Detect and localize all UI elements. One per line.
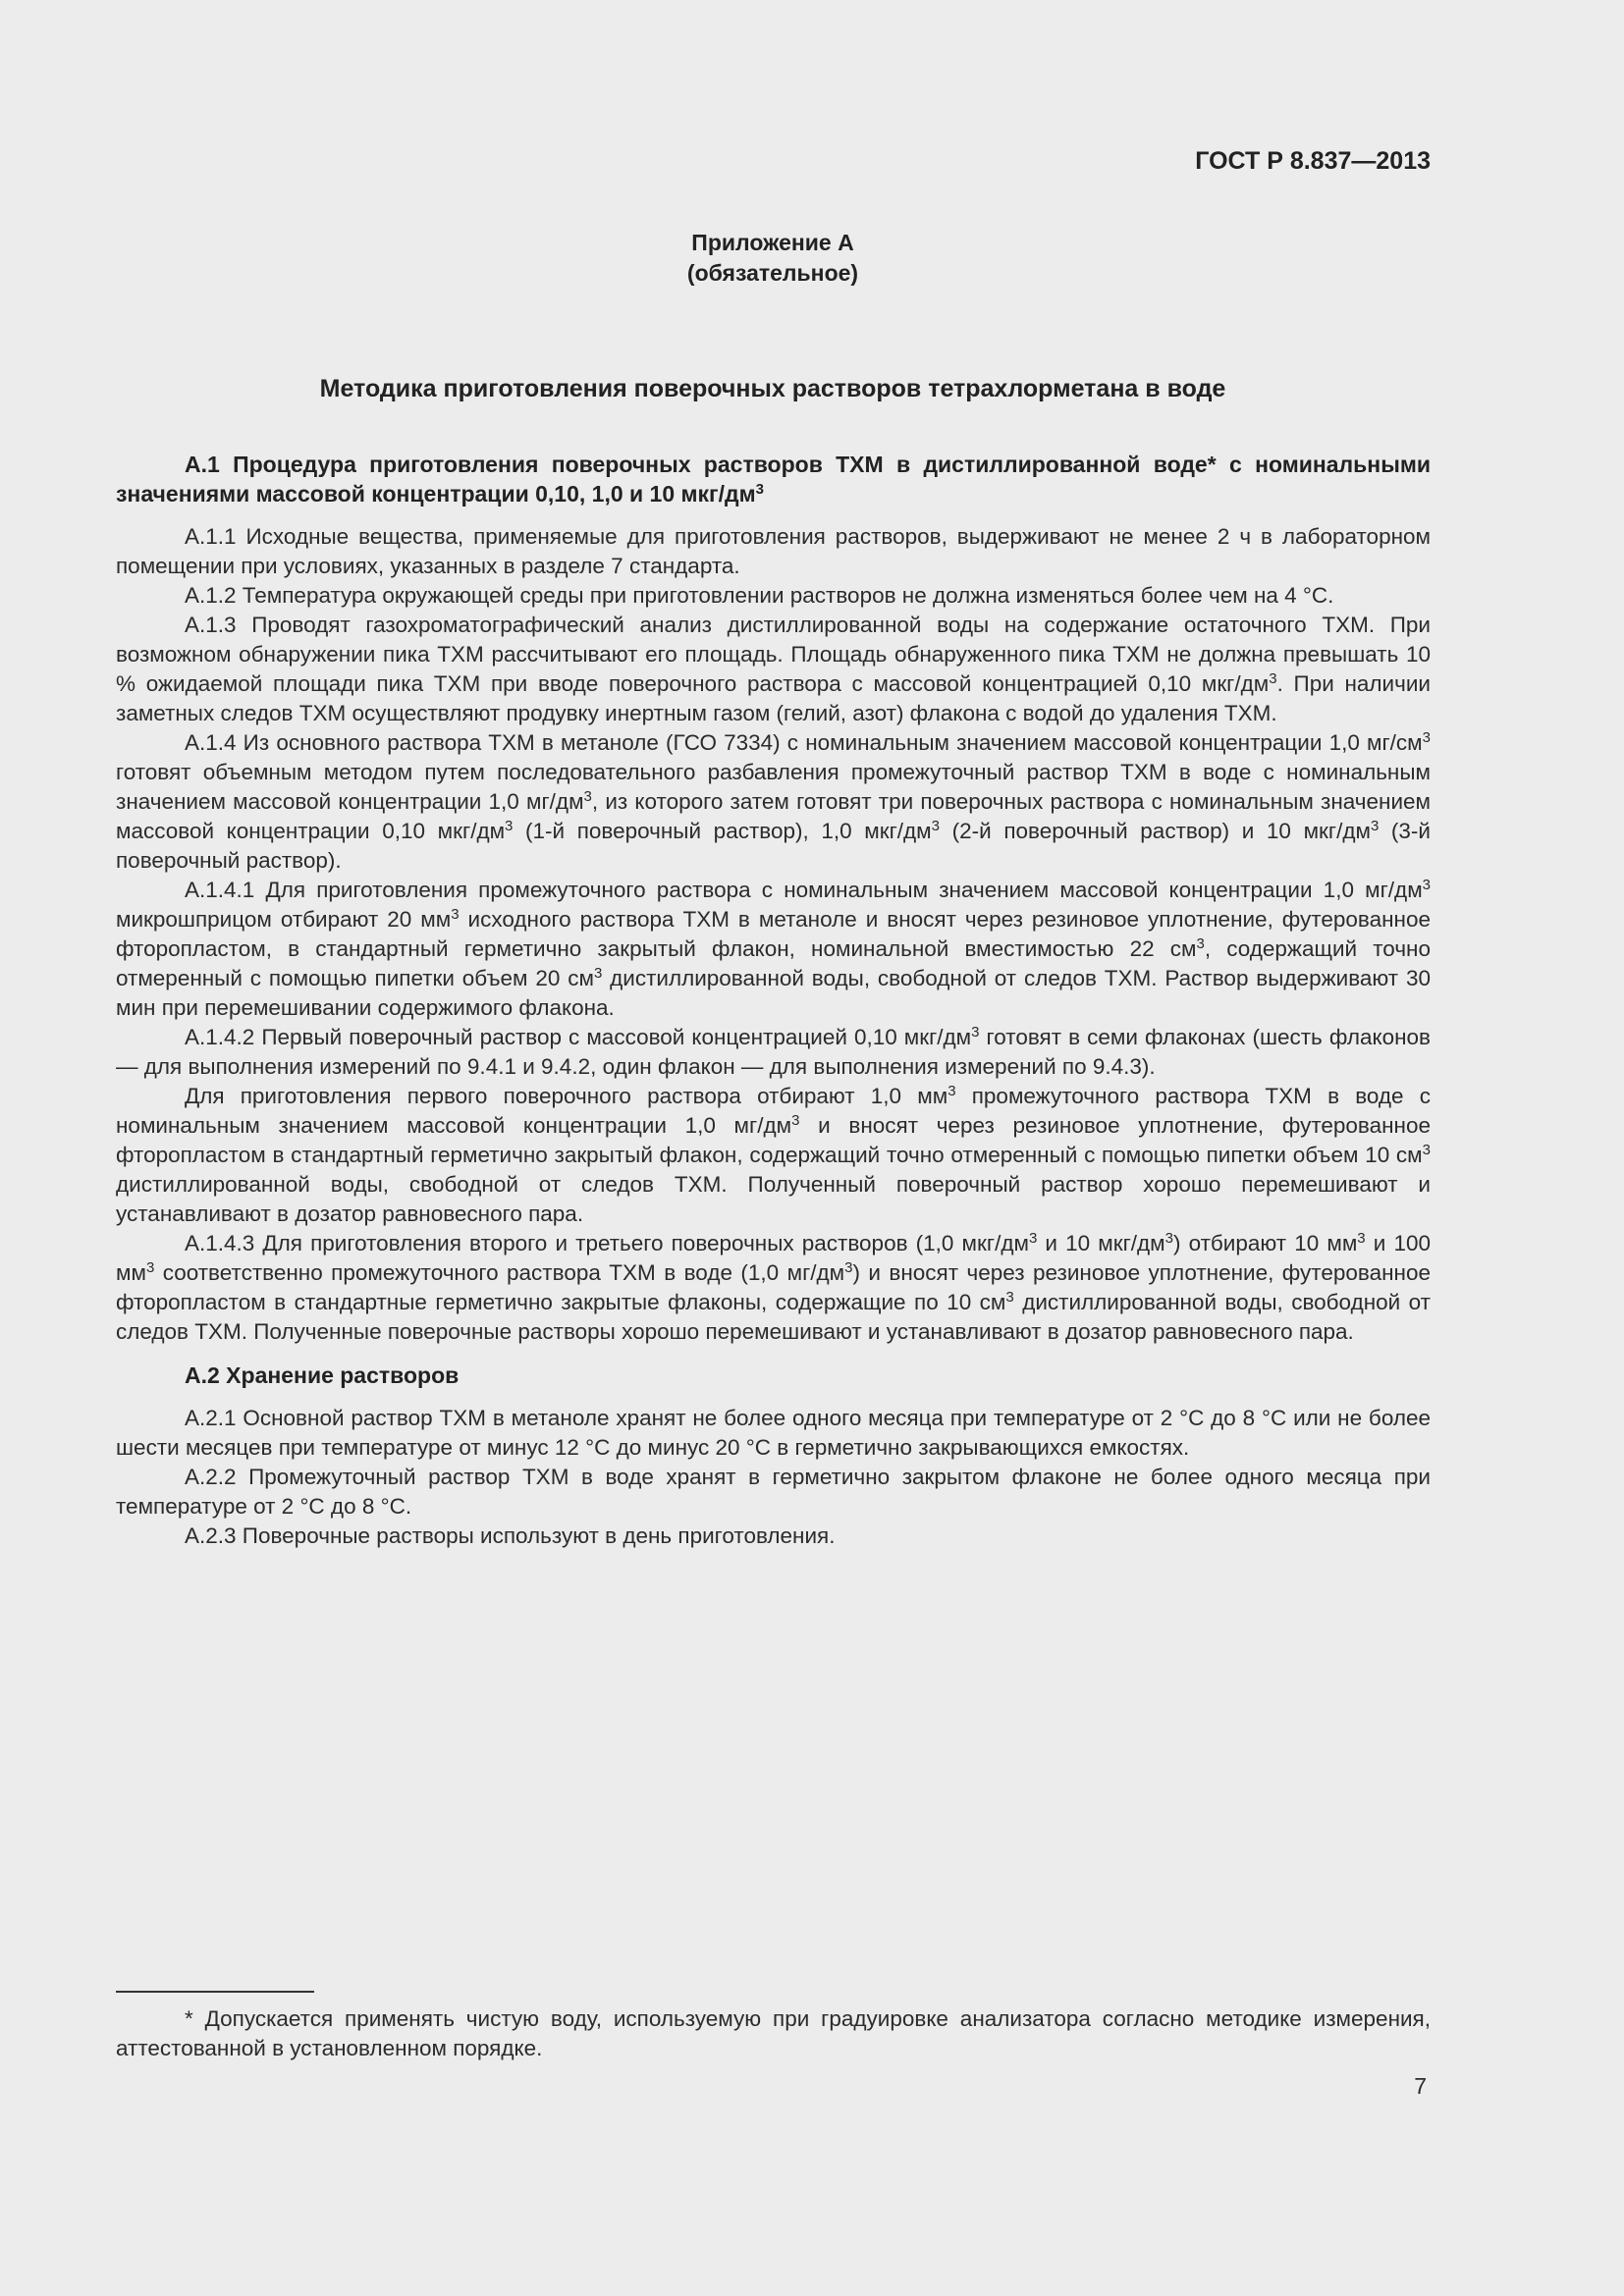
footnote-text: * Допускается применять чистую воду, используемую при градуировке анализатора согласно методике измерения, аттестованной в установленном порядке. (116, 2006, 1431, 2060)
paragraph-a1-4-2-cont: Для приготовления первого поверочного раствора отбирают 1,0 $мм^3$ промежуточного раствора ТХМ в воде с номинальным значением массовой концентрации 1,0 $мг/дм^3$ и вносят через резиновое уплотнение, футерованное фторопластом в стандартный герметично закрытый флакон, содержащий точно отмеренный с помощью пипетки объем 10 $см^3$ дистиллированной воды, свободной от следов ТХМ. Полученный поверочный раствор хорошо перемешивают и устанавливают в дозатор равновесного пара. (116, 1083, 1432, 1226)
paragraph-a1-4-1: А.1.4.1 Для приготовления промежуточного раствора с номинальным значением массовой концентрации 1,0 $мг/дм^3$ микрошприцом отбирают 20 $мм^3$ исходного раствора ТХМ в метаноле и вносят через резиновое уплотнение, футерованное фторопластом, в стандартный герметично закрытый флакон, номинальной вместимостью 22 $см^3$, содержащий точно отмеренный с помощью пипетки объем 20 $см^3$ дистиллированной воды, свободной от следов ТХМ. Раствор выдерживают 30 мин при перемешивании содержимого флакона. (116, 877, 1431, 1020)
footnote-divider (116, 1991, 314, 1993)
page-number: 7 (1414, 2073, 1427, 2099)
document-title: Методика приготовления поверочных растворов тетрахлорметана в воде (319, 375, 1226, 402)
annex-status: (обязательное) (686, 260, 859, 286)
paragraph-a1-2: А.1.2 Температура окружающей среды при приготовлении растворов не должна изменяться более чем на 4 °С. (185, 583, 1334, 608)
document-body (116, 450, 1431, 1551)
section-a1-heading: А.1 Процедура приготовления поверочных растворов ТХМ в дистиллированной воде* с номинальными значениями массовой концентрации 0,10, 1,0 и 10 мкг/$дм^3$ (116, 452, 1431, 507)
paragraph-a1-1: А.1.1 Исходные вещества, применяемые для приготовления растворов, выдерживают не менее 2 ч в лабораторном помещении при условиях, указанных в разделе 7 стандарта. (116, 524, 1431, 578)
paragraph-a2-1: А.2.1 Основной раствор ТХМ в метаноле хранят не более одного месяца при температуре от 2 °С до 8 °С или не более шести месяцев при температуре от минус 12 °С до минус 20 °С в герметично закрывающихся емкостях. (116, 1406, 1431, 1460)
paragraph-a2-3: А.2.3 Поверочные растворы используют в день приготовления. (185, 1523, 836, 1548)
paragraph-a2-2: А.2.2 Промежуточный раствор ТХМ в воде хранят в герметично закрытом флаконе не более одного месяца при температуре от 2 °С до 8 °С. (116, 1465, 1431, 1519)
document-code: ГОСТ Р 8.837—2013 (1195, 147, 1431, 175)
paragraph-a1-4-2: А.1.4.2 Первый поверочный раствор с массовой концентрацией 0,10 мкг/$дм^3$ готовят в семи флаконах (шесть флаконов — для выполнения измерений по 9.4.1 и 9.4.2, один флакон — для выполнения измерений по 9.4.3). (116, 1024, 1431, 1079)
annex-header (0, 228, 1545, 289)
paragraph-a1-4-3: А.1.4.3 Для приготовления второго и третьего поверочных растворов (1,0 мкг/$дм^3$ и 10 мкг/$дм^3$) отбирают 10 $мм^3$ и 100 $мм^3$ соответственно промежуточного раствора ТХМ в воде (1,0 $мг/дм^3$) и вносят через резиновое уплотнение, футерованное фторопластом в стандартные герметично закрытые флаконы, содержащие по 10 $см^3$ дистиллированной воды, свободной от следов ТХМ. Полученные поверочные растворы хорошо перемешивают и устанавливают в дозатор равновесного пара. (116, 1230, 1432, 1344)
section-a2-heading: А.2 Хранение растворов (185, 1362, 460, 1388)
paragraph-a1-4: А.1.4 Из основного раствора ТХМ в метаноле (ГСО 7334) с номинальным значением массовой концентрации 1,0 $мг/см^3$ готовят объемным методом путем последовательного разбавления промежуточный раствор ТХМ в воде с номинальным значением массовой концентрации 1,0 $мг/дм^3$, из которого затем готовят три поверочных раствора с номинальным значением массовой концентрации 0,10 мкг/$дм^3$ (1-й поверочный раствор), 1,0 мкг/$дм^3$ (2-й поверочный раствор) и 10 мкг/$дм^3$ (3-й поверочный раствор). (116, 729, 1432, 873)
paragraph-a1-3: А.1.3 Проводят газохроматографический анализ дистиллированной воды на содержание остаточного ТХМ. При возможном обнаружении пика ТХМ рассчитывают его площадь. Площадь обнаруженного пика ТХМ не должна превышать 10 % ожидаемой площади пика ТХМ при вводе поверочного раствора с массовой концентрацией 0,10 мкг/$дм^3$. При наличии заметных следов ТХМ осуществляют продувку инертным газом (гелий, азот) флакона с водой до удаления ТХМ. (116, 613, 1431, 725)
annex-title: Приложение А (691, 230, 854, 255)
